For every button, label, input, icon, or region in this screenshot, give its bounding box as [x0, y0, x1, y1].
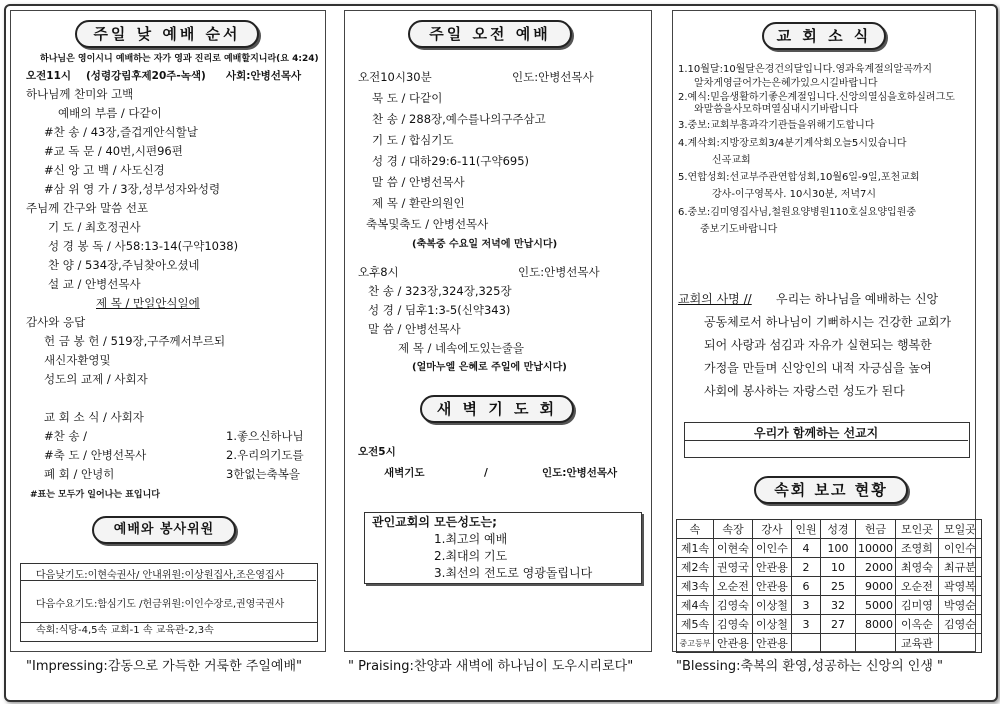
order-item: 축복및축도 / 안병선목사	[366, 217, 489, 231]
service-time: 오후8시	[358, 265, 399, 279]
officiant: 인도:안병선목사	[512, 70, 594, 84]
order-item: 찬 송 / 288장,예수를나의구주삼고	[372, 112, 546, 126]
table-header-cell: 인원	[792, 520, 821, 539]
table-cell: 오순전	[896, 577, 939, 596]
table-row	[677, 577, 982, 596]
table-cell: 10	[821, 558, 856, 577]
news-item: 6.중보:김미영집사님,철원요양병원110호실요양입원중	[678, 207, 917, 218]
table-header-row	[677, 520, 982, 539]
liturgical-season: (성령강림후제20주-녹색)	[86, 70, 206, 82]
closing-hymn: 2.우리의기도를	[226, 448, 304, 462]
table-cell: 9000	[856, 577, 896, 596]
order-item: 헌 금 봉 헌 / 519장,구주께서부르되	[44, 334, 226, 348]
table-cell: 조영희	[896, 539, 939, 558]
table-cell: 4	[792, 539, 821, 558]
order-item: 말 씀 / 안병선목사	[372, 175, 465, 189]
news-item: 5.연합성회:선교부주관연합성회,10월6일-9일,포천교회	[678, 172, 920, 183]
order-item: #삼 위 영 가 / 3장,성부성자와성령	[44, 182, 221, 196]
committee-line: 다음낮기도:이현숙권사/ 안내위원:이상원집사,조은영집사	[36, 570, 285, 581]
news-item: 신곡교회	[712, 155, 751, 166]
table-cell: 안관용	[714, 634, 753, 653]
table-cell	[821, 634, 856, 653]
table-header-cell: 강사	[753, 520, 792, 539]
title-dawn-prayer: 새 벽 기 도 회	[420, 395, 574, 423]
order-item: #찬 송 / 43장,즐겁게안식할날	[44, 125, 198, 139]
table-cell: 최영숙	[896, 558, 939, 577]
table-cell: 제4속	[677, 596, 714, 615]
order-item: 새신자환영및	[44, 353, 111, 367]
table-header-cell: 속	[677, 520, 714, 539]
sunday-note: (얼마누엘 은혜로 주일에 만납시다)	[412, 362, 567, 373]
table-header-cell: 모일곳	[939, 520, 982, 539]
mission-text: 사회에 봉사하는 자랑스런 성도가 된다	[704, 384, 905, 398]
table-cell: 6	[792, 577, 821, 596]
standing-note: #표는 모두가 일어나는 표입니다	[30, 490, 160, 500]
footer-impressing: "Impressing:감동으로 가득한 거룩한 주일예배"	[26, 659, 303, 674]
table-cell: 이상철	[753, 596, 792, 615]
table-cell: 27	[821, 615, 856, 634]
divider	[20, 580, 316, 581]
table-cell: 이인수	[753, 539, 792, 558]
table-row	[677, 615, 982, 634]
footer-blessing: "Blessing:축복의 환영,성공하는 신앙의 인생 "	[676, 659, 943, 674]
divider	[684, 440, 968, 441]
order-item: 성도의 교제 / 사회자	[44, 372, 148, 386]
table-cell: 25	[821, 577, 856, 596]
service-time: 오전11시	[26, 70, 72, 82]
sermon-title: 제 목 / 만일안식일에	[96, 296, 200, 310]
news-item: 4.계삭회:지방장로회3/4분기계삭회오늘5시있습니다	[678, 138, 907, 149]
table-cell: 8000	[856, 615, 896, 634]
dawn-time: 오전5시	[358, 446, 396, 458]
mission-text: 되어 사랑과 섬김과 자유가 실현되는 행복한	[704, 338, 932, 352]
table-cell: 5000	[856, 596, 896, 615]
table-cell: 32	[821, 596, 856, 615]
news-item: 와말씀을사모하며열심내시기바랍니다	[694, 104, 859, 115]
order-item: #찬 송 /	[44, 429, 88, 443]
order-item: 성 경 / 대하29:6-11(구약695)	[372, 154, 530, 168]
table-cell: 교육관	[896, 634, 939, 653]
table-cell: 최규분	[939, 558, 982, 577]
mission-text: 공동체로서 하나님이 기뻐하시는 건강한 교회가	[704, 315, 952, 329]
news-item: 강사-이구영목사. 10시30분, 저녁7시	[712, 189, 877, 200]
order-item: 폐 회 / 안녕히	[44, 467, 115, 481]
title-church-news: 교 회 소 식	[762, 22, 886, 50]
table-header-cell: 헌금	[856, 520, 896, 539]
order-item: #신 앙 고 백 / 사도신경	[44, 163, 165, 177]
table-cell	[792, 634, 821, 653]
bible-verse: 하나님은 영이시니 예배하는 자가 영과 진리로 예배할지니라(요 4:24)	[40, 54, 319, 64]
table-cell: 제2속	[677, 558, 714, 577]
table-cell: 100	[821, 539, 856, 558]
footer-praising: " Praising:찬양과 새벽에 하나님이 도우시리로다"	[348, 659, 634, 674]
mission-text: 우리는 하나님을 예배하는 신앙	[776, 292, 939, 306]
table-header-cell: 모인곳	[896, 520, 939, 539]
order-item: 묵 도 / 다같이	[372, 91, 443, 105]
table-cell: 이옥순	[896, 615, 939, 634]
motto-item: 2.최대의 기도	[434, 549, 508, 563]
table-cell: 10000	[856, 539, 896, 558]
order-item: 설 교 / 안병선목사	[48, 277, 141, 291]
table-cell: 2000	[856, 558, 896, 577]
officiant: 사회:안병선목사	[226, 70, 302, 82]
news-item: 중보기도바랍니다	[700, 224, 778, 235]
table-cell: 3	[792, 615, 821, 634]
motto-title: 관인교회의 모든성도는;	[372, 515, 497, 529]
motto-item: 3.최선의 전도로 영광돌립니다	[434, 566, 593, 580]
table-cell: 오순전	[714, 577, 753, 596]
news-item: 3.중보:교회부흥과각기관들을위해기도합니다	[678, 120, 875, 131]
table-cell: 이현숙	[714, 539, 753, 558]
table-cell: 안관용	[753, 558, 792, 577]
table-header-cell: 성경	[821, 520, 856, 539]
dawn-officiant: 인도:안병선목사	[542, 467, 618, 479]
service-time: 오전10시30분	[358, 70, 432, 84]
mission-text: 가정을 만들며 신앙인의 내적 자긍심을 높여	[704, 361, 932, 375]
missionary-title: 우리가 함께하는 선교지	[754, 426, 879, 440]
order-item: #축 도 / 안병선목사	[44, 448, 147, 462]
table-cell: 이상철	[753, 615, 792, 634]
closing-hymn: 1.좋으신하나님	[226, 429, 304, 443]
table-cell: 김영순	[939, 615, 982, 634]
table-cell: 안관용	[753, 634, 792, 653]
wednesday-note: (축복중 수요일 저녁에 만납시다)	[412, 239, 558, 250]
table-row	[677, 539, 982, 558]
separator: /	[484, 467, 488, 479]
order-item: 찬 송 / 323장,324장,325장	[368, 284, 512, 298]
table-row	[677, 596, 982, 615]
table-cell: 곽영복	[939, 577, 982, 596]
table-cell: 2	[792, 558, 821, 577]
section-praise: 하나님께 찬미와 고백	[26, 87, 134, 101]
table-cell: 중고등부	[677, 634, 714, 653]
cell-report-table	[676, 519, 982, 653]
order-item: 예배의 부름 / 다같이	[58, 106, 162, 120]
table-row	[677, 634, 982, 653]
table-cell: 권영국	[714, 558, 753, 577]
table-cell: 3	[792, 596, 821, 615]
table-row	[677, 558, 982, 577]
table-cell	[856, 634, 896, 653]
order-item: 성 경 봉 독 / 사58:13-14(구약1038)	[48, 239, 239, 253]
order-item: 제 목 / 환란의원인	[372, 196, 465, 210]
title-sunday-worship: 주일 낮 예배 순서	[75, 20, 259, 48]
news-item: 알차게영글어가는은혜가있으시길바랍니다	[694, 78, 878, 89]
section-response: 감사와 응답	[26, 315, 86, 329]
table-cell: 안관용	[753, 577, 792, 596]
table-cell: 김영숙	[714, 596, 753, 615]
table-cell	[939, 634, 982, 653]
section-prayer: 주님께 간구와 말씀 선포	[26, 201, 149, 215]
table-cell: 김미영	[896, 596, 939, 615]
title-cell-report: 속회 보고 현황	[754, 476, 908, 504]
dawn-prayer: 새벽기도	[384, 467, 425, 479]
title-morning-worship: 주일 오전 예배	[408, 20, 572, 48]
order-item: 찬 양 / 534장,주님찾아오셨네	[48, 258, 200, 272]
order-item: #교 독 문 / 40번,시편96편	[44, 144, 183, 158]
officiant: 인도:안병선목사	[518, 265, 600, 279]
order-item: 교 회 소 식 / 사회자	[44, 410, 144, 424]
table-cell: 박영순	[939, 596, 982, 615]
order-item: 기 도 / 합심기도	[372, 133, 454, 147]
table-cell: 제1속	[677, 539, 714, 558]
news-item: 2.예식:믿음생활하기좋은계절입니다.신앙의열심을호하실려그도	[678, 92, 955, 103]
committee-line: 다음수요기도:함심기도 /헌금위원:이인수장로,권영국권사	[36, 599, 285, 610]
order-item: 말 씀 / 안병선목사	[368, 322, 461, 336]
closing-hymn: 3한없는축복을	[226, 467, 300, 481]
cell-group-line: 속회:식당-4,5속 교회-1 속 교육관-2,3속	[36, 625, 214, 636]
table-cell: 김영숙	[714, 615, 753, 634]
order-item: 기 도 / 최호정권사	[48, 220, 141, 234]
mission-label: 교회의 사명 //	[678, 292, 752, 306]
title-service-committee: 예배와 봉사위원	[92, 516, 236, 544]
motto-item: 1.최고의 예배	[434, 532, 508, 546]
table-header-cell: 속장	[714, 520, 753, 539]
table-cell: 이인수	[939, 539, 982, 558]
order-item: 제 목 / 네속에도있는줄을	[398, 341, 524, 355]
table-cell: 제5속	[677, 615, 714, 634]
order-item: 성 경 / 딤후1:3-5(신약343)	[368, 303, 511, 317]
news-item: 1.10월달:10월달은경건의달입니다.영과육계절의알곡까지	[678, 64, 933, 75]
table-cell: 제3속	[677, 577, 714, 596]
